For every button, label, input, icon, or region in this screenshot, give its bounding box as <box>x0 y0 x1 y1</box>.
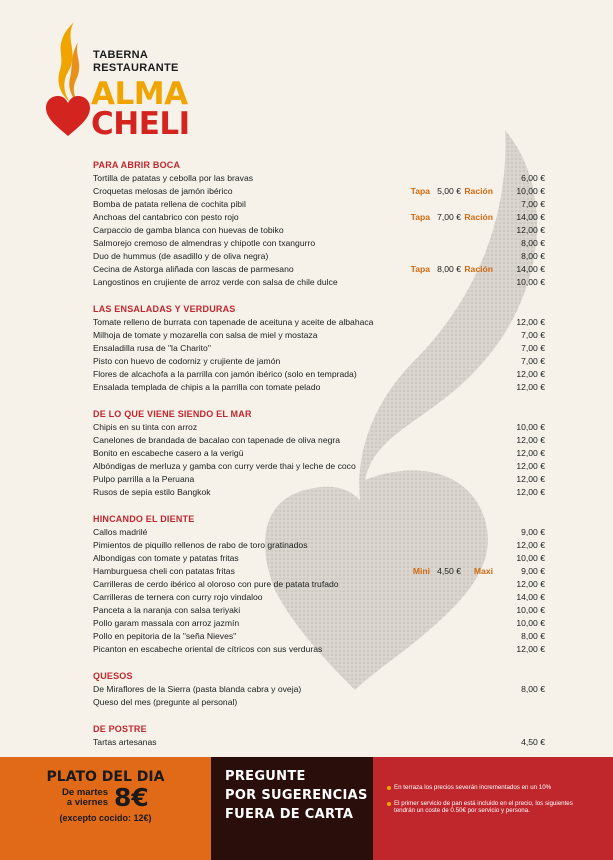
flame-icon <box>56 22 86 104</box>
menu-item-price: 9,00 € <box>521 527 545 537</box>
menu-item-price: 8,00 € <box>521 684 545 694</box>
tier1-price: 5,00 € <box>437 186 461 196</box>
brand-logo <box>46 22 216 147</box>
menu-item-price: 10,00 € <box>516 605 545 615</box>
menu-item <box>93 342 545 355</box>
menu-item-price: 14,00 € <box>516 212 545 222</box>
menu-item <box>93 381 545 394</box>
menu-item-name: Pollo en pepitoria de la "seña Nieves" <box>93 631 237 641</box>
menu-item-name: Chipis en su tinta con arroz <box>93 422 198 432</box>
menu-item-price: 7,00 € <box>521 356 545 366</box>
tier1-label: Tapa <box>410 186 430 196</box>
tier1-price: 4,50 € <box>437 566 461 576</box>
menu-item <box>93 329 545 342</box>
menu-item-price: 12,00 € <box>516 579 545 589</box>
menu-item-price: 6,00 € <box>521 173 545 183</box>
menu-item-price: 10,00 € <box>516 618 545 628</box>
menu-item-name: Bonito en escabeche casero a la verigü <box>93 448 244 458</box>
menu-item-price: 12,00 € <box>516 644 545 654</box>
sugerencias-panel <box>211 757 373 860</box>
menu-item-price: 4,50 € <box>521 737 545 747</box>
menu-item-name: Panceta a la naranja con salsa teriyaki <box>93 605 241 615</box>
menu-item-name: Croquetas melosas de jamón ibérico <box>93 186 233 196</box>
menu-item-name: Anchoas del cantabrico con pesto rojo <box>93 212 239 222</box>
menu-item-price: 8,00 € <box>521 631 545 641</box>
sug-line-2: POR SUGERENCIAS <box>225 788 368 803</box>
menu-item-name: Albondigas con tomate y patatas fritas <box>93 553 239 563</box>
menu-item-name: Salmorejo cremoso de almendras y chipotle con txangurro <box>93 238 316 248</box>
menu-item <box>93 276 545 289</box>
tier1-price: 8,00 € <box>437 264 461 274</box>
menu-item <box>93 250 545 263</box>
menu-item <box>93 368 545 381</box>
menu-item-price: 7,00 € <box>521 199 545 209</box>
brand-word-alma: ALMA <box>91 76 188 112</box>
section-gap <box>93 709 545 723</box>
menu-item-price: 14,00 € <box>516 264 545 274</box>
menu-item <box>93 185 545 198</box>
menu-item <box>93 172 545 185</box>
menu-item-name: Cecina de Astorga aliñada con lascas de parmesano <box>93 264 294 274</box>
menu-item <box>93 591 545 604</box>
brand-line-1: TABERNA <box>93 49 149 61</box>
menu-item <box>93 355 545 368</box>
brand-word-cheli: CHELI <box>91 106 190 142</box>
menu-item-name: Tartas artesanas <box>93 737 157 747</box>
note-terraza: En terraza los precios severán incrementados en un 10% <box>387 784 587 792</box>
menu-item-price: 12,00 € <box>516 382 545 392</box>
menu-item-name: Tomate relleno de burrata con tapenade de aceituna y aceite de albahaca <box>93 317 374 327</box>
plato-days-line-1: De martes <box>62 787 108 798</box>
menu-item <box>93 696 545 709</box>
menu-item-name: Flores de alcachofa a la parrilla con jamón ibérico (solo en temprada) <box>93 369 357 379</box>
menu-item-price: 10,00 € <box>516 186 545 196</box>
menu-item-price: 12,00 € <box>516 461 545 471</box>
plato-price: 8€ <box>114 783 149 812</box>
menu-item-name: Ensalada templada de chipis a la parrilla con tomate pelado <box>93 382 321 392</box>
section-gap <box>93 499 545 513</box>
menu-item-price: 8,00 € <box>521 251 545 261</box>
menu-item <box>93 198 545 211</box>
menu-item <box>93 237 545 250</box>
menu-list <box>93 159 545 749</box>
menu-item-name: De Miraflores de la Sierra (pasta blanda cabra y oveja) <box>93 684 302 694</box>
menu-item-name: Rusos de sepia estilo Bangkok <box>93 487 211 497</box>
section-title: LAS ENSALADAS Y VERDURAS <box>93 304 236 314</box>
menu-item-price: 10,00 € <box>516 277 545 287</box>
menu-item-price: 9,00 € <box>521 566 545 576</box>
menu-item-price: 10,00 € <box>516 553 545 563</box>
menu-item-name: Pimientos de piquillo rellenos de rabo de toro gratinados <box>93 540 308 550</box>
menu-item-name: Carpaccio de gamba blanca con huevas de tobiko <box>93 225 284 235</box>
tier2-label: Maxi <box>473 566 493 576</box>
sug-line-1: PREGUNTE <box>225 769 306 784</box>
menu-item-name: Duo de hummus (de asadillo y de oliva negra) <box>93 251 269 261</box>
section-gap <box>93 656 545 670</box>
plato-title: PLATO DEL DIA <box>46 769 165 785</box>
sug-line-3: FUERA DE CARTA <box>225 807 354 822</box>
menu-item <box>93 486 545 499</box>
menu-item <box>93 578 545 591</box>
menu-item <box>93 434 545 447</box>
menu-item-price: 7,00 € <box>521 330 545 340</box>
section-title: DE LO QUE VIENE SIENDO EL MAR <box>93 409 252 419</box>
menu-item-price: 12,00 € <box>516 435 545 445</box>
menu-item <box>93 263 545 276</box>
menu-item <box>93 224 545 237</box>
notes-panel <box>373 757 613 860</box>
menu-item-price: 10,00 € <box>516 422 545 432</box>
menu-item-name: Pisto con huevo de codorniz y crujiente de jamón <box>93 356 281 366</box>
section-title: QUESOS <box>93 671 133 681</box>
menu-item-name: Carrilleras de ternera con curry rojo vindaloo <box>93 592 263 602</box>
note-pan: El primer servicio de pan está incluido en el precio, los siguientes tendrán un coste de 0.50€ por servicio y persona. <box>387 800 587 815</box>
menu-item-price: 12,00 € <box>516 540 545 550</box>
menu-item-price: 8,00 € <box>521 238 545 248</box>
menu-item <box>93 630 545 643</box>
menu-item <box>93 211 545 224</box>
menu-item <box>93 643 545 656</box>
menu-item-price: 12,00 € <box>516 487 545 497</box>
menu-item <box>93 460 545 473</box>
menu-item <box>93 316 545 329</box>
menu-item-name: Hamburguesa cheli con patatas fritas <box>93 566 235 576</box>
tier2-label: Ración <box>464 212 493 222</box>
menu-item <box>93 526 545 539</box>
menu-item-name: Picanton en escabeche oriental de cítricos con sus verduras <box>93 644 323 654</box>
plato-days-line-2: a viernes <box>66 797 108 808</box>
section-title: PARA ABRIR BOCA <box>93 160 181 170</box>
section-title: HINCANDO EL DIENTE <box>93 514 195 524</box>
menu-item-price: 12,00 € <box>516 225 545 235</box>
menu-item <box>93 683 545 696</box>
plato-days <box>30 788 108 808</box>
menu-item-name: Albóndigas de merluza y gamba con curry verde thai y leche de coco <box>93 461 356 471</box>
tier1-price: 7,00 € <box>437 212 461 222</box>
tier2-label: Ración <box>464 264 493 274</box>
menu-item-name: Canelones de brandada de bacalao con tapenade de oliva negra <box>93 435 341 445</box>
menu-item-name: Callos madrilé <box>93 527 148 537</box>
menu-item <box>93 617 545 630</box>
brand-line-2: RESTAURANTE <box>93 62 179 74</box>
tier1-label: Tapa <box>410 264 430 274</box>
notes-list <box>387 784 587 823</box>
menu-item-name: Carrilleras de cerdo ibérico al oloroso con pure de patata trufado <box>93 579 339 589</box>
menu-item-name: Ensaladilla rusa de "la Charito" <box>93 343 211 353</box>
sugerencias-text <box>225 767 368 824</box>
menu-item-price: 7,00 € <box>521 343 545 353</box>
section-title: DE POSTRE <box>93 724 147 734</box>
menu-item <box>93 565 545 578</box>
menu-item-price: 14,00 € <box>516 592 545 602</box>
tier1-label: Mini <box>412 566 430 576</box>
menu-item-price: 12,00 € <box>516 448 545 458</box>
menu-item-name: Bomba de patata rellena de cochita pibil <box>93 199 246 209</box>
menu-item-price: 12,00 € <box>516 317 545 327</box>
section-gap <box>93 289 545 303</box>
menu-item-name: Queso del mes (pregunte al personal) <box>93 697 238 707</box>
menu-item-price: 12,00 € <box>516 474 545 484</box>
menu-item <box>93 473 545 486</box>
menu-item-name: Pulpo parrilla a la Peruana <box>93 474 195 484</box>
menu-item-name: Pollo garam massala con arroz jazmín <box>93 618 240 628</box>
menu-item <box>93 421 545 434</box>
menu-item-name: Tortilla de patatas y cebolla por las bravas <box>93 173 254 183</box>
plato-del-dia-panel <box>0 757 211 860</box>
section-gap <box>93 394 545 408</box>
menu-item <box>93 604 545 617</box>
tier2-label: Ración <box>464 186 493 196</box>
heart-icon <box>46 96 90 138</box>
tier1-label: Tapa <box>410 212 430 222</box>
menu-item <box>93 447 545 460</box>
brand-subtitle <box>93 49 179 75</box>
menu-item-price <box>490 696 545 709</box>
menu-item <box>93 552 545 565</box>
menu-item-name: Langostinos en crujiente de arroz verde con salsa de chile dulce <box>93 277 338 287</box>
menu-item <box>93 736 545 749</box>
menu-item <box>93 539 545 552</box>
plato-note: (excepto cocido: 12€) <box>59 813 152 823</box>
menu-item-name: Milhoja de tomate y mozarella con salsa de miel y mostaza <box>93 330 318 340</box>
footer <box>0 757 613 860</box>
menu-item-price: 12,00 € <box>516 369 545 379</box>
